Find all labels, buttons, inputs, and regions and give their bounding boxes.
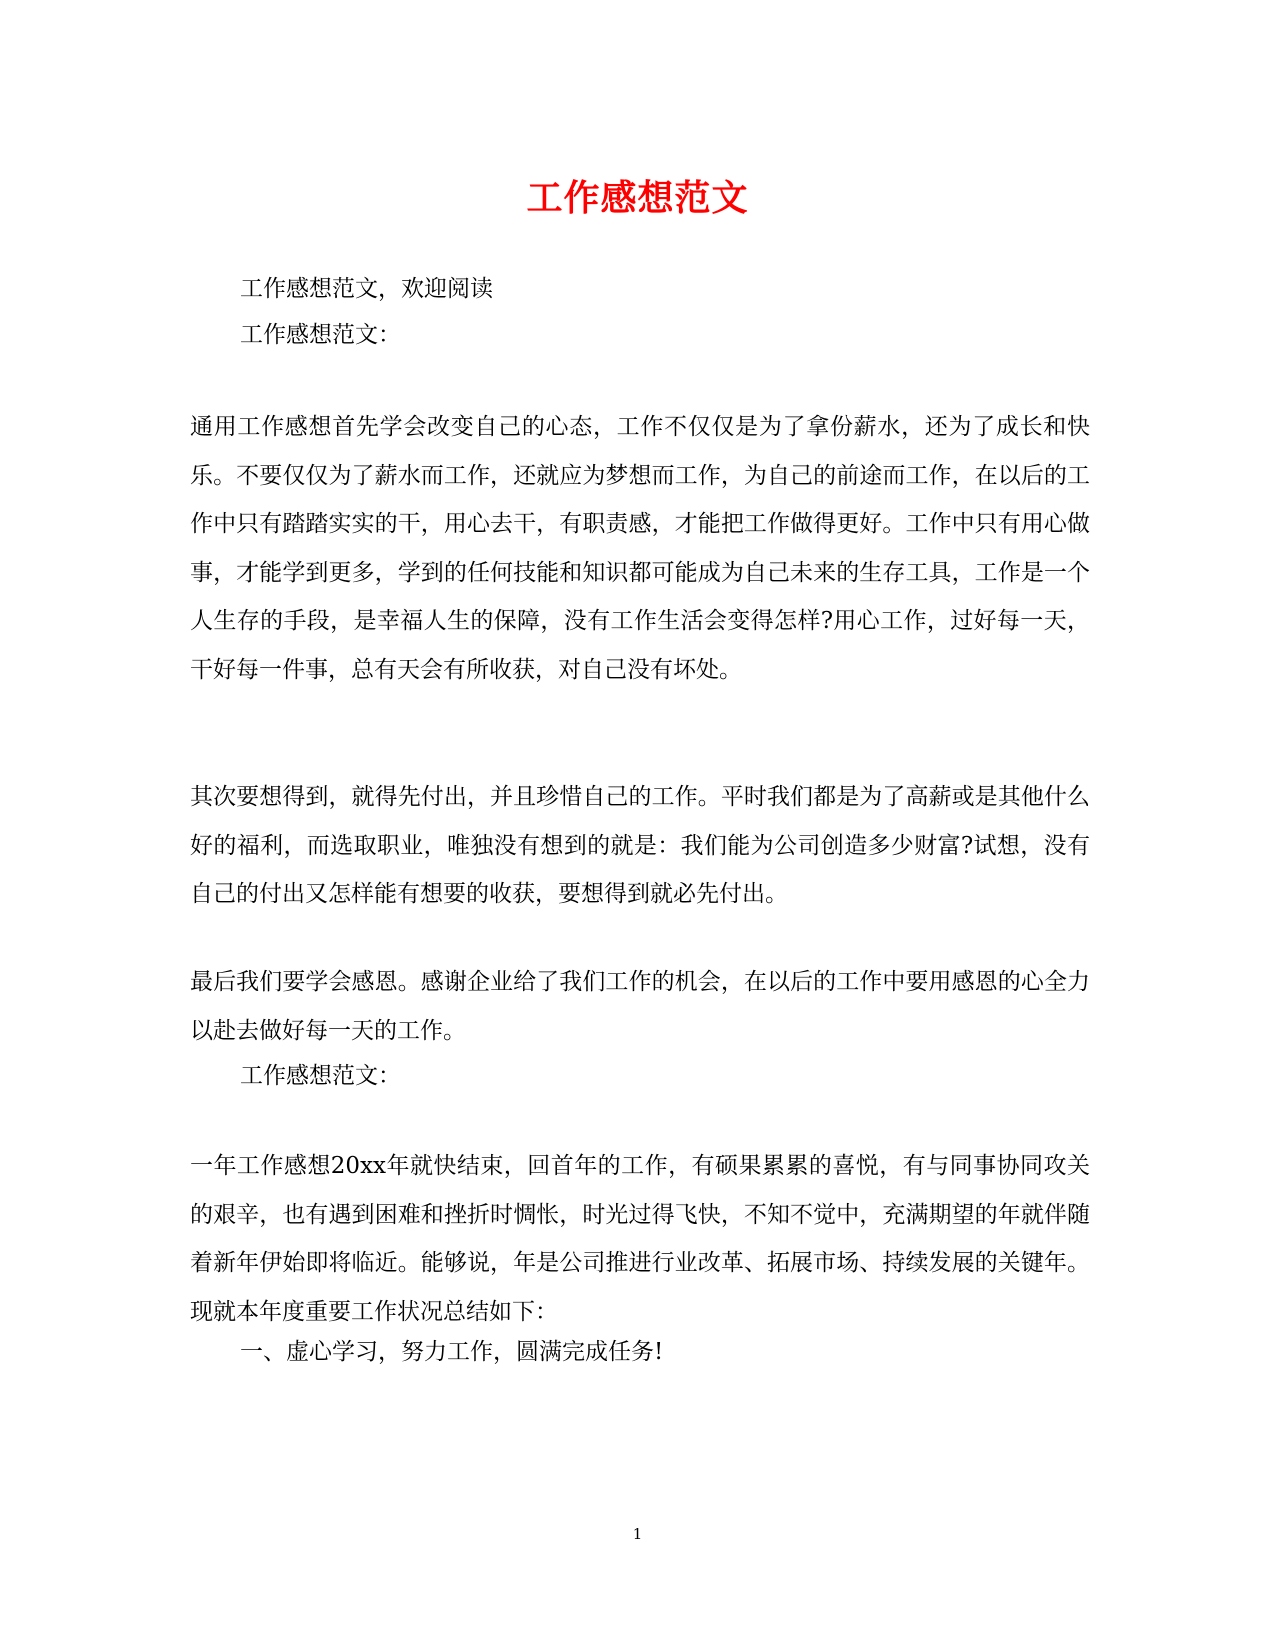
list-item-1: 一、虚心学习，努力工作，圆满完成任务! <box>240 1339 664 1365</box>
intro-line: 工作感想范文，欢迎阅读 <box>240 276 493 302</box>
paragraph-2: 其次要想得到，就得先付出，并且珍惜自己的工作。平时我们都是为了高薪或是其他什么好的福利，而选取职业，唯独没有想到的就是：我们能为公司创造多少财富?试想，没有自己的付出又怎样能有想要的收获，要想得到就必先付出。 <box>190 784 1090 907</box>
paragraph-3: 最后我们要学会感恩。感谢企业给了我们工作的机会，在以后的工作中要用感恩的心全力以赴去做好每一天的工作。 <box>190 969 1090 1044</box>
page-number: 1 <box>632 1525 643 1543</box>
document-title: 工作感想范文 <box>526 177 749 219</box>
paragraph-1: 通用工作感想首先学会改变自己的心态，工作不仅仅是为了拿份薪水，还为了成长和快乐。不要仅仅为了薪水而工作，还就应为梦想而工作，为自己的前途而工作，在以后的工作中只有踏踏实实的干，用心去干，有职责感，才能把工作做得更好。工作中只有用心做事，才能学到更多，学到的任何技能和知识都可能成为自己未来的生存工具，工作是一个人生存的手段，是幸福人生的保障，没有工作生活会变得怎样?用心工作，过好每一天，干好每一件事，总有天会有所收获，对自己没有坏处。 <box>190 414 1090 683</box>
section-heading-1: 工作感想范文： <box>240 322 401 348</box>
paragraph-4: 一年工作感想20xx年就快结束，回首年的工作，有硕果累累的喜悦，有与同事协同攻关的艰辛，也有遇到困难和挫折时惆怅，时光过得飞快，不知不觉中，充满期望的年就伴随着新年伊始即将临近。能够说，年是公司推进行业改革、拓展市场、持续发展的关键年。现就本年度重要工作状况总结如下： <box>190 1153 1090 1325</box>
section-heading-2: 工作感想范文： <box>240 1063 401 1089</box>
